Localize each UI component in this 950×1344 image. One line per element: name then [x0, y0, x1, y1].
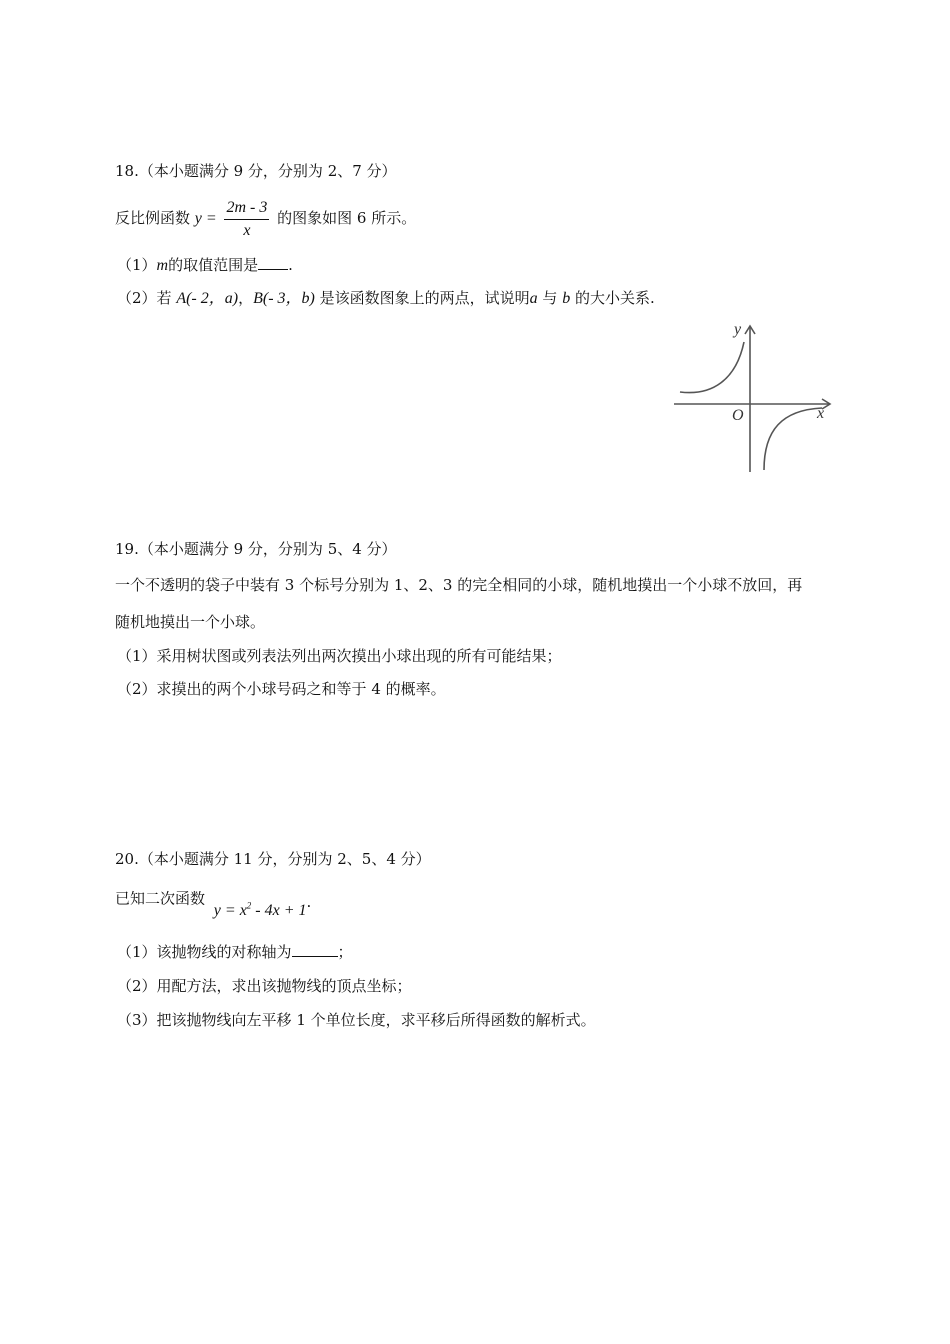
q18-answer-blank	[258, 255, 288, 270]
q20-part1-end: ；	[337, 943, 353, 961]
q20-eq-end: .	[306, 893, 312, 912]
q18-fraction	[224, 199, 269, 240]
q18-part2-number: （2）若	[117, 289, 177, 307]
hyperbola-branch-left	[680, 342, 744, 393]
q20-part2: （2）用配方法，求出该抛物线的顶点坐标；	[117, 977, 412, 995]
q18-y-eq: y =	[194, 210, 217, 227]
q20-eq-rest: - 4x + 1	[251, 902, 307, 920]
q20-part1	[117, 942, 353, 962]
q19-stem-line1: 一个不透明的袋子中装有 3 个标号分别为 1、2、3 的完全相同的小球，随机地摸出一个小球不放回，再	[115, 576, 803, 594]
q20-stem-pre: 已知二次函数	[115, 889, 206, 908]
q19-part2: （2）求摸出的两个小球号码之和等于 4 的概率。	[117, 680, 446, 698]
y-axis-label: y	[734, 321, 742, 338]
q18-fraction-denominator: x	[243, 221, 251, 239]
q20-answer-blank	[292, 942, 338, 957]
q19-part1: （1）采用树状图或列表法列出两次摸出小球出现的所有可能结果；	[117, 647, 562, 665]
q18-var-b: b	[562, 290, 571, 307]
q18-part1-text: 的取值范围是	[168, 256, 259, 274]
q20-part3: （3）把该抛物线向左平移 1 个单位长度，求平移后所得函数的解析式。	[117, 1011, 596, 1029]
q18-part1	[117, 255, 293, 276]
q18-point-b: B(- 3，b)	[253, 290, 315, 307]
q18-stem	[115, 196, 416, 241]
q18-part1-number: （1）	[117, 256, 157, 274]
q20-equation	[214, 902, 307, 919]
q18-fraction-numerator: 2m - 3	[224, 199, 269, 220]
q18-part1-var: m	[156, 257, 169, 274]
q20-eq-exponent: 2	[246, 901, 252, 911]
x-axis-label: x	[817, 405, 825, 422]
q18-point-a: A(- 2，a)	[176, 290, 239, 307]
q18-part2-end: 的大小关系.	[570, 289, 655, 307]
q18-stem-pre: 反比例函数	[115, 209, 191, 227]
q20-heading: 20.（本小题满分 11 分，分别为 2、5、4 分）	[115, 850, 431, 868]
q18-part2-with: 与	[537, 289, 563, 307]
origin-label: O	[732, 407, 744, 424]
q20-stem	[115, 884, 312, 920]
q18-part2-sep: ，	[238, 289, 254, 307]
q18-var-a: a	[529, 290, 538, 307]
q18-heading: 18.（本小题满分 9 分，分别为 2、7 分）	[115, 162, 397, 180]
hyperbola-branch-right	[764, 408, 822, 470]
q18-hyperbola-graph	[672, 320, 837, 475]
q19-stem-line2: 随机地摸出一个小球。	[115, 613, 266, 631]
q18-stem-post: 的图象如图 6 所示。	[277, 209, 417, 227]
q20-eq-y: y = x	[213, 902, 247, 920]
q18-part1-end: .	[288, 256, 293, 274]
q19-heading: 19.（本小题满分 9 分，分别为 5、4 分）	[115, 540, 397, 558]
q18-part2	[117, 288, 655, 309]
q20-part1-text: （1）该抛物线的对称轴为	[117, 943, 292, 961]
q18-part2-mid: 是该函数图象上的两点，试说明	[314, 289, 530, 307]
